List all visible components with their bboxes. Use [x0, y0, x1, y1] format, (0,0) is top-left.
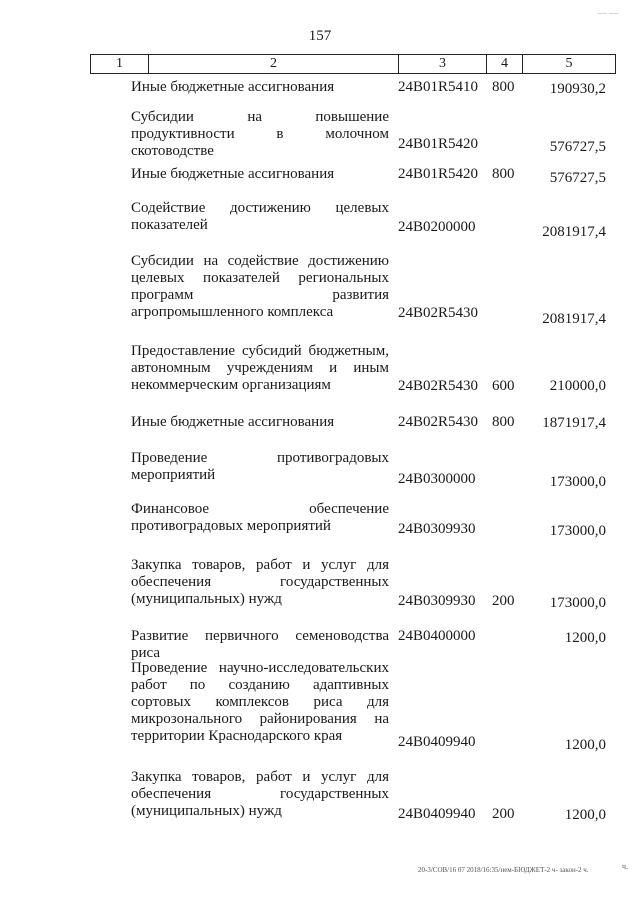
row-amount: 1200,0: [564, 630, 606, 646]
row-code: 24B0309930: [398, 593, 476, 609]
row-name: Иные бюджетные ассигнования: [131, 166, 335, 182]
row-name: Субсидии на содействие достижению целевых показателей региональных программ развития агропромышленного комплекса: [131, 253, 389, 320]
footer-imprint: 20-3/СОВ/16 07 2018/16:35/нем-БЮДЖЕТ-2 ч- закон-2 ч.: [418, 866, 589, 874]
header-col-3: 3: [399, 55, 487, 73]
row-type: 200: [492, 806, 515, 822]
row-amount: 173000,0: [549, 595, 606, 611]
row-type: 800: [492, 414, 515, 430]
row-code: 24B02R5430: [398, 378, 479, 394]
row-amount: 576727,5: [549, 170, 606, 186]
row-name: Субсидии на повышение продуктивности в молочном скотоводстве: [131, 109, 389, 159]
row-type: 800: [492, 79, 515, 95]
row-code: 24B0409940: [398, 806, 476, 822]
row-code: 24B0200000: [398, 219, 476, 235]
header-col-4: 4: [487, 55, 523, 73]
row-name: Закупка товаров, работ и услуг для обеспечения государственных (муниципальных) нужд: [131, 557, 389, 607]
row-code: 24B0400000: [398, 628, 476, 644]
side-mark: ч.: [621, 862, 628, 871]
row-amount: 2081917,4: [542, 224, 606, 240]
page-number: 157: [308, 28, 332, 44]
row-code: 24B02R5430: [398, 305, 479, 321]
header-col-5: 5: [565, 56, 573, 71]
row-amount: 190930,2: [549, 81, 606, 97]
row-amount: 576727,5: [549, 139, 606, 155]
row-amount: 173000,0: [549, 523, 606, 539]
row-amount: 1200,0: [564, 737, 606, 753]
row-type: 200: [492, 593, 515, 609]
row-amount: 1871917,4: [542, 415, 606, 431]
row-amount: 173000,0: [549, 474, 606, 490]
row-amount: 2081917,4: [542, 311, 606, 327]
row-code: 24B01R5410: [398, 79, 479, 95]
row-name: Иные бюджетные ассигнования: [131, 79, 335, 95]
header-col-2: 2: [149, 55, 399, 73]
row-amount: 1200,0: [564, 807, 606, 823]
row-code: 24B02R5430: [398, 414, 479, 430]
row-code: 24B01R5420: [398, 166, 479, 182]
row-name: Закупка товаров, работ и услуг для обеспечения государственных (муниципальных) нужд: [131, 769, 389, 819]
header-col-1: 1: [91, 55, 149, 73]
row-type: 800: [492, 166, 515, 182]
row-name: Иные бюджетные ассигнования: [131, 414, 335, 430]
row-name: Проведение научно-исследовательских работ по созданию адаптивных сортовых комплексов риса для микрозонального районирования на территории Краснодарского края: [131, 660, 389, 744]
row-code: 24B0409940: [398, 734, 476, 750]
row-name: Содействие достижению целевых показателей: [131, 200, 389, 233]
corner-mark: — —: [597, 8, 618, 18]
row-code: 24B0309930: [398, 521, 476, 537]
row-name: Финансовое обеспечение противоградовых мероприятий: [131, 501, 389, 534]
row-code: 24B0300000: [398, 471, 476, 487]
row-name: Проведение противоградовых мероприятий: [131, 450, 389, 483]
row-type: 600: [492, 378, 515, 394]
row-name: Предоставление субсидий бюджетным, автономным учреждениям и иным некоммерческим организациям: [131, 343, 389, 393]
row-name: Развитие первичного семеноводства риса: [131, 628, 389, 661]
row-amount: 210000,0: [549, 378, 606, 394]
table-header: [90, 54, 616, 74]
row-code: 24B01R5420: [398, 136, 479, 152]
